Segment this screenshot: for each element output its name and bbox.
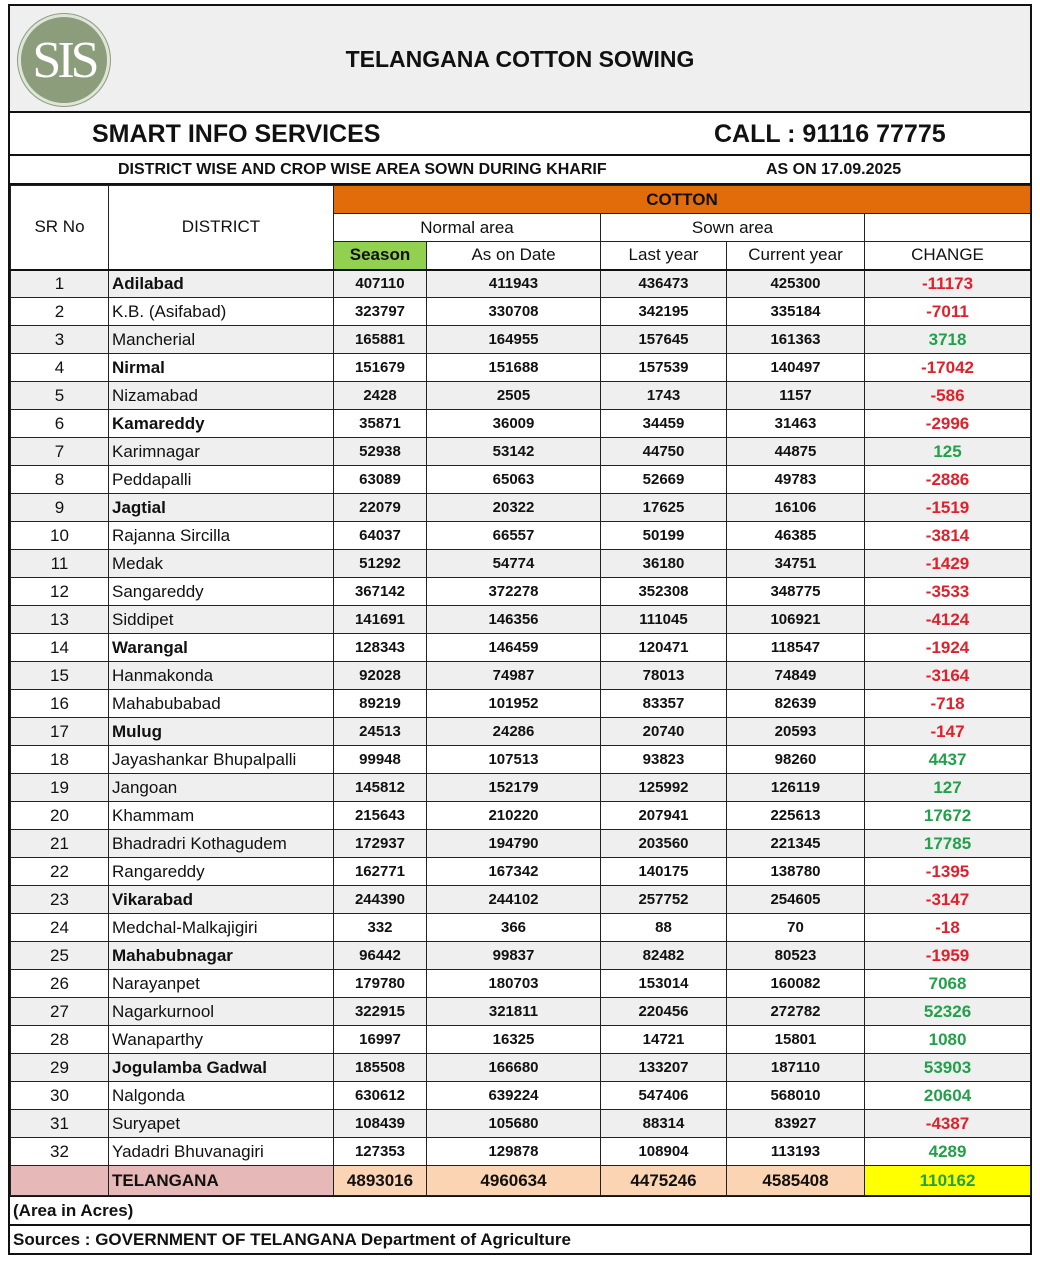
cell-last-year: 153014: [601, 970, 727, 998]
cell-change: 127: [865, 774, 1031, 802]
cell-district: Siddipet: [109, 606, 334, 634]
cell-sr: 25: [11, 942, 109, 970]
cell-as-on-date: 210220: [427, 802, 601, 830]
table-row: [11, 858, 1031, 886]
cell-current-year: 335184: [727, 298, 865, 326]
unit-note: (Area in Acres): [10, 1196, 1030, 1224]
cell-district: Rajanna Sircilla: [109, 522, 334, 550]
total-season: 4893016: [334, 1166, 427, 1196]
cell-season: 127353: [334, 1138, 427, 1166]
cell-change: 1080: [865, 1026, 1031, 1054]
cell-last-year: 157645: [601, 326, 727, 354]
cell-district: Jagtial: [109, 494, 334, 522]
cell-sr: 32: [11, 1138, 109, 1166]
cell-district: Nizamabad: [109, 382, 334, 410]
cell-sr: 21: [11, 830, 109, 858]
source-note: Sources : GOVERNMENT OF TELANGANA Department of Agriculture: [10, 1224, 1030, 1253]
cell-change: -1924: [865, 634, 1031, 662]
cell-current-year: 1157: [727, 382, 865, 410]
cell-sr: 2: [11, 298, 109, 326]
table-row: [11, 298, 1031, 326]
cell-as-on-date: 2505: [427, 382, 601, 410]
table-row: [11, 774, 1031, 802]
table-row: [11, 1138, 1031, 1166]
cell-as-on-date: 66557: [427, 522, 601, 550]
cell-change: -17042: [865, 354, 1031, 382]
cell-district: Hanmakonda: [109, 662, 334, 690]
cell-last-year: 52669: [601, 466, 727, 494]
table-row: [11, 438, 1031, 466]
cell-last-year: 20740: [601, 718, 727, 746]
cell-sr: 8: [11, 466, 109, 494]
table-row: [11, 522, 1031, 550]
cell-as-on-date: 53142: [427, 438, 601, 466]
cell-as-on-date: 180703: [427, 970, 601, 998]
table-row: [11, 606, 1031, 634]
brand-row: [10, 113, 1030, 156]
cell-district: Jogulamba Gadwal: [109, 1054, 334, 1082]
cell-season: 323797: [334, 298, 427, 326]
cell-current-year: 98260: [727, 746, 865, 774]
cell-season: 244390: [334, 886, 427, 914]
cell-change: 17672: [865, 802, 1031, 830]
cell-current-year: 118547: [727, 634, 865, 662]
cell-sr: 31: [11, 1110, 109, 1138]
total-sr: [11, 1166, 109, 1196]
cell-sr: 29: [11, 1054, 109, 1082]
cell-change: -1519: [865, 494, 1031, 522]
cell-season: 185508: [334, 1054, 427, 1082]
cell-district: Suryapet: [109, 1110, 334, 1138]
cell-season: 2428: [334, 382, 427, 410]
cell-sr: 28: [11, 1026, 109, 1054]
cell-as-on-date: 194790: [427, 830, 601, 858]
cell-last-year: 50199: [601, 522, 727, 550]
cell-change: -3164: [865, 662, 1031, 690]
table-row: [11, 886, 1031, 914]
cell-last-year: 1743: [601, 382, 727, 410]
cell-sr: 24: [11, 914, 109, 942]
cell-season: 145812: [334, 774, 427, 802]
cell-as-on-date: 366: [427, 914, 601, 942]
report-title: TELANGANA COTTON SOWING: [345, 46, 695, 72]
cell-last-year: 108904: [601, 1138, 727, 1166]
cell-current-year: 34751: [727, 550, 865, 578]
cell-sr: 15: [11, 662, 109, 690]
cell-change: -3814: [865, 522, 1031, 550]
cell-change: -3147: [865, 886, 1031, 914]
cell-change: 125: [865, 438, 1031, 466]
col-crop-cotton: COTTON: [334, 186, 1031, 214]
table-row: [11, 746, 1031, 774]
cell-district: Bhadradri Kothagudem: [109, 830, 334, 858]
cell-as-on-date: 166680: [427, 1054, 601, 1082]
cell-district: Karimnagar: [109, 438, 334, 466]
cell-season: 407110: [334, 270, 427, 298]
cell-change: -586: [865, 382, 1031, 410]
cell-last-year: 547406: [601, 1082, 727, 1110]
cell-change: 3718: [865, 326, 1031, 354]
cell-sr: 16: [11, 690, 109, 718]
cell-district: Nalgonda: [109, 1082, 334, 1110]
cell-as-on-date: 24286: [427, 718, 601, 746]
cell-last-year: 352308: [601, 578, 727, 606]
cell-season: 179780: [334, 970, 427, 998]
cell-sr: 18: [11, 746, 109, 774]
cell-season: 332: [334, 914, 427, 942]
col-as-on-date: As on Date: [427, 242, 601, 270]
cell-season: 22079: [334, 494, 427, 522]
cell-last-year: 88: [601, 914, 727, 942]
cell-as-on-date: 244102: [427, 886, 601, 914]
col-sown-area: Sown area: [601, 214, 865, 242]
cell-change: -2886: [865, 466, 1031, 494]
table-row: [11, 718, 1031, 746]
cell-sr: 22: [11, 858, 109, 886]
cell-current-year: 348775: [727, 578, 865, 606]
cell-last-year: 140175: [601, 858, 727, 886]
cell-as-on-date: 639224: [427, 1082, 601, 1110]
cell-last-year: 14721: [601, 1026, 727, 1054]
table-row: [11, 942, 1031, 970]
cell-last-year: 34459: [601, 410, 727, 438]
cell-as-on-date: 101952: [427, 690, 601, 718]
col-last-year: Last year: [601, 242, 727, 270]
cell-change: 52326: [865, 998, 1031, 1026]
cell-sr: 14: [11, 634, 109, 662]
table-row: [11, 690, 1031, 718]
total-as-on-date: 4960634: [427, 1166, 601, 1196]
cell-sr: 26: [11, 970, 109, 998]
cell-as-on-date: 107513: [427, 746, 601, 774]
cell-season: 215643: [334, 802, 427, 830]
table-row: [11, 1082, 1031, 1110]
cell-sr: 10: [11, 522, 109, 550]
cell-sr: 7: [11, 438, 109, 466]
cell-season: 165881: [334, 326, 427, 354]
cell-current-year: 568010: [727, 1082, 865, 1110]
cell-change: -11173: [865, 270, 1031, 298]
table-row: [11, 326, 1031, 354]
cell-last-year: 342195: [601, 298, 727, 326]
cell-season: 89219: [334, 690, 427, 718]
cell-season: 322915: [334, 998, 427, 1026]
cell-season: 108439: [334, 1110, 427, 1138]
table-row: [11, 1054, 1031, 1082]
cell-season: 64037: [334, 522, 427, 550]
table-row: [11, 410, 1031, 438]
cell-as-on-date: 99837: [427, 942, 601, 970]
cell-season: 162771: [334, 858, 427, 886]
cell-last-year: 203560: [601, 830, 727, 858]
table-row: [11, 914, 1031, 942]
cell-as-on-date: 36009: [427, 410, 601, 438]
cell-last-year: 82482: [601, 942, 727, 970]
cell-as-on-date: 151688: [427, 354, 601, 382]
cell-season: 24513: [334, 718, 427, 746]
cell-last-year: 120471: [601, 634, 727, 662]
cell-current-year: 46385: [727, 522, 865, 550]
cell-district: Mahabubabad: [109, 690, 334, 718]
cell-last-year: 78013: [601, 662, 727, 690]
cell-district: Mancherial: [109, 326, 334, 354]
cell-last-year: 133207: [601, 1054, 727, 1082]
call-number: CALL : 91116 77775: [714, 120, 946, 148]
cell-district: Medchal-Malkajigiri: [109, 914, 334, 942]
table-row: [11, 830, 1031, 858]
cell-as-on-date: 105680: [427, 1110, 601, 1138]
cell-last-year: 44750: [601, 438, 727, 466]
cell-current-year: 138780: [727, 858, 865, 886]
cell-season: 99948: [334, 746, 427, 774]
cell-season: 141691: [334, 606, 427, 634]
cell-season: 151679: [334, 354, 427, 382]
table-row: [11, 662, 1031, 690]
cell-district: Adilabad: [109, 270, 334, 298]
cell-season: 630612: [334, 1082, 427, 1110]
cell-change: 7068: [865, 970, 1031, 998]
total-last-year: 4475246: [601, 1166, 727, 1196]
cell-last-year: 207941: [601, 802, 727, 830]
cell-season: 96442: [334, 942, 427, 970]
cell-current-year: 20593: [727, 718, 865, 746]
table-row: [11, 270, 1031, 298]
cell-last-year: 436473: [601, 270, 727, 298]
cell-change: 20604: [865, 1082, 1031, 1110]
cell-sr: 5: [11, 382, 109, 410]
cell-change: -718: [865, 690, 1031, 718]
cell-season: 367142: [334, 578, 427, 606]
cell-season: 92028: [334, 662, 427, 690]
cell-current-year: 187110: [727, 1054, 865, 1082]
cell-sr: 1: [11, 270, 109, 298]
cell-season: 51292: [334, 550, 427, 578]
cell-current-year: 225613: [727, 802, 865, 830]
cell-as-on-date: 54774: [427, 550, 601, 578]
cell-as-on-date: 16325: [427, 1026, 601, 1054]
cell-current-year: 74849: [727, 662, 865, 690]
report-date: AS ON 17.09.2025: [766, 161, 902, 178]
cell-as-on-date: 20322: [427, 494, 601, 522]
cell-change: -4124: [865, 606, 1031, 634]
cell-district: Nagarkurnool: [109, 998, 334, 1026]
cell-change: 4289: [865, 1138, 1031, 1166]
table-row: [11, 494, 1031, 522]
cell-current-year: 70: [727, 914, 865, 942]
table-row: [11, 970, 1031, 998]
cell-change: -4387: [865, 1110, 1031, 1138]
cell-sr: 30: [11, 1082, 109, 1110]
cell-sr: 3: [11, 326, 109, 354]
table-row: [11, 1110, 1031, 1138]
cell-district: Jangoan: [109, 774, 334, 802]
col-season: Season: [334, 242, 427, 270]
cell-district: Narayanpet: [109, 970, 334, 998]
cell-as-on-date: 74987: [427, 662, 601, 690]
cell-current-year: 15801: [727, 1026, 865, 1054]
cell-sr: 4: [11, 354, 109, 382]
table-row: [11, 466, 1031, 494]
cell-change: 17785: [865, 830, 1031, 858]
total-change: 110162: [865, 1166, 1031, 1196]
cell-sr: 20: [11, 802, 109, 830]
table-row: [11, 634, 1031, 662]
district-table: [10, 185, 1031, 1196]
cell-current-year: 161363: [727, 326, 865, 354]
cell-last-year: 111045: [601, 606, 727, 634]
cotton-sowing-report: [8, 4, 1032, 1255]
cell-last-year: 36180: [601, 550, 727, 578]
col-normal-area: Normal area: [334, 214, 601, 242]
cell-as-on-date: 146356: [427, 606, 601, 634]
total-current-year: 4585408: [727, 1166, 865, 1196]
col-blank: [865, 214, 1031, 242]
cell-current-year: 106921: [727, 606, 865, 634]
cell-as-on-date: 65063: [427, 466, 601, 494]
brand-name: SMART INFO SERVICES: [92, 120, 381, 148]
subtitle: DISTRICT WISE AND CROP WISE AREA SOWN DURING KHARIF: [118, 161, 607, 178]
cell-current-year: 126119: [727, 774, 865, 802]
cell-last-year: 88314: [601, 1110, 727, 1138]
cell-current-year: 160082: [727, 970, 865, 998]
report-header: [10, 6, 1030, 113]
cell-change: -7011: [865, 298, 1031, 326]
cell-district: Nirmal: [109, 354, 334, 382]
total-row: [11, 1166, 1031, 1196]
cell-sr: 6: [11, 410, 109, 438]
cell-season: 128343: [334, 634, 427, 662]
cell-current-year: 113193: [727, 1138, 865, 1166]
table-row: [11, 802, 1031, 830]
table-row: [11, 998, 1031, 1026]
cell-district: Mulug: [109, 718, 334, 746]
cell-last-year: 83357: [601, 690, 727, 718]
cell-as-on-date: 330708: [427, 298, 601, 326]
cell-last-year: 257752: [601, 886, 727, 914]
cell-sr: 13: [11, 606, 109, 634]
cell-district: Mahabubnagar: [109, 942, 334, 970]
cell-season: 35871: [334, 410, 427, 438]
col-change: CHANGE: [865, 242, 1031, 270]
cell-sr: 9: [11, 494, 109, 522]
cell-district: Vikarabad: [109, 886, 334, 914]
cell-district: Khammam: [109, 802, 334, 830]
cell-district: Jayashankar Bhupalpalli: [109, 746, 334, 774]
cell-as-on-date: 152179: [427, 774, 601, 802]
cell-district: Kamareddy: [109, 410, 334, 438]
cell-change: -3533: [865, 578, 1031, 606]
cell-district: K.B. (Asifabad): [109, 298, 334, 326]
cell-sr: 27: [11, 998, 109, 1026]
table-row: [11, 354, 1031, 382]
cell-change: -18: [865, 914, 1031, 942]
cell-as-on-date: 167342: [427, 858, 601, 886]
cell-as-on-date: 129878: [427, 1138, 601, 1166]
table-row: [11, 550, 1031, 578]
cell-sr: 12: [11, 578, 109, 606]
cell-sr: 23: [11, 886, 109, 914]
subtitle-row: [10, 156, 1030, 185]
cell-district: Peddapalli: [109, 466, 334, 494]
table-row: [11, 1026, 1031, 1054]
cell-change: -2996: [865, 410, 1031, 438]
cell-change: 4437: [865, 746, 1031, 774]
cell-change: -147: [865, 718, 1031, 746]
cell-current-year: 221345: [727, 830, 865, 858]
cell-change: -1959: [865, 942, 1031, 970]
cell-current-year: 82639: [727, 690, 865, 718]
cell-current-year: 31463: [727, 410, 865, 438]
col-sr: SR No: [11, 186, 109, 270]
col-district: DISTRICT: [109, 186, 334, 270]
cell-district: Warangal: [109, 634, 334, 662]
cell-last-year: 93823: [601, 746, 727, 774]
cell-last-year: 220456: [601, 998, 727, 1026]
cell-sr: 11: [11, 550, 109, 578]
cell-current-year: 140497: [727, 354, 865, 382]
cell-district: Wanaparthy: [109, 1026, 334, 1054]
cell-as-on-date: 372278: [427, 578, 601, 606]
cell-sr: 19: [11, 774, 109, 802]
cell-district: Yadadri Bhuvanagiri: [109, 1138, 334, 1166]
cell-as-on-date: 321811: [427, 998, 601, 1026]
cell-season: 63089: [334, 466, 427, 494]
cell-district: Medak: [109, 550, 334, 578]
cell-sr: 17: [11, 718, 109, 746]
cell-current-year: 49783: [727, 466, 865, 494]
sis-logo: SIS: [18, 14, 110, 106]
cell-current-year: 254605: [727, 886, 865, 914]
cell-current-year: 83927: [727, 1110, 865, 1138]
total-label: TELANGANA: [109, 1166, 334, 1196]
cell-district: Sangareddy: [109, 578, 334, 606]
cell-season: 172937: [334, 830, 427, 858]
col-current-year: Current year: [727, 242, 865, 270]
cell-current-year: 44875: [727, 438, 865, 466]
cell-season: 16997: [334, 1026, 427, 1054]
table-row: [11, 382, 1031, 410]
cell-last-year: 125992: [601, 774, 727, 802]
cell-change: -1429: [865, 550, 1031, 578]
cell-as-on-date: 146459: [427, 634, 601, 662]
cell-last-year: 157539: [601, 354, 727, 382]
cell-as-on-date: 411943: [427, 270, 601, 298]
cell-change: 53903: [865, 1054, 1031, 1082]
cell-season: 52938: [334, 438, 427, 466]
cell-last-year: 17625: [601, 494, 727, 522]
cell-district: Rangareddy: [109, 858, 334, 886]
cell-current-year: 80523: [727, 942, 865, 970]
cell-current-year: 272782: [727, 998, 865, 1026]
cell-as-on-date: 164955: [427, 326, 601, 354]
cell-current-year: 425300: [727, 270, 865, 298]
cell-current-year: 16106: [727, 494, 865, 522]
table-row: [11, 578, 1031, 606]
cell-change: -1395: [865, 858, 1031, 886]
